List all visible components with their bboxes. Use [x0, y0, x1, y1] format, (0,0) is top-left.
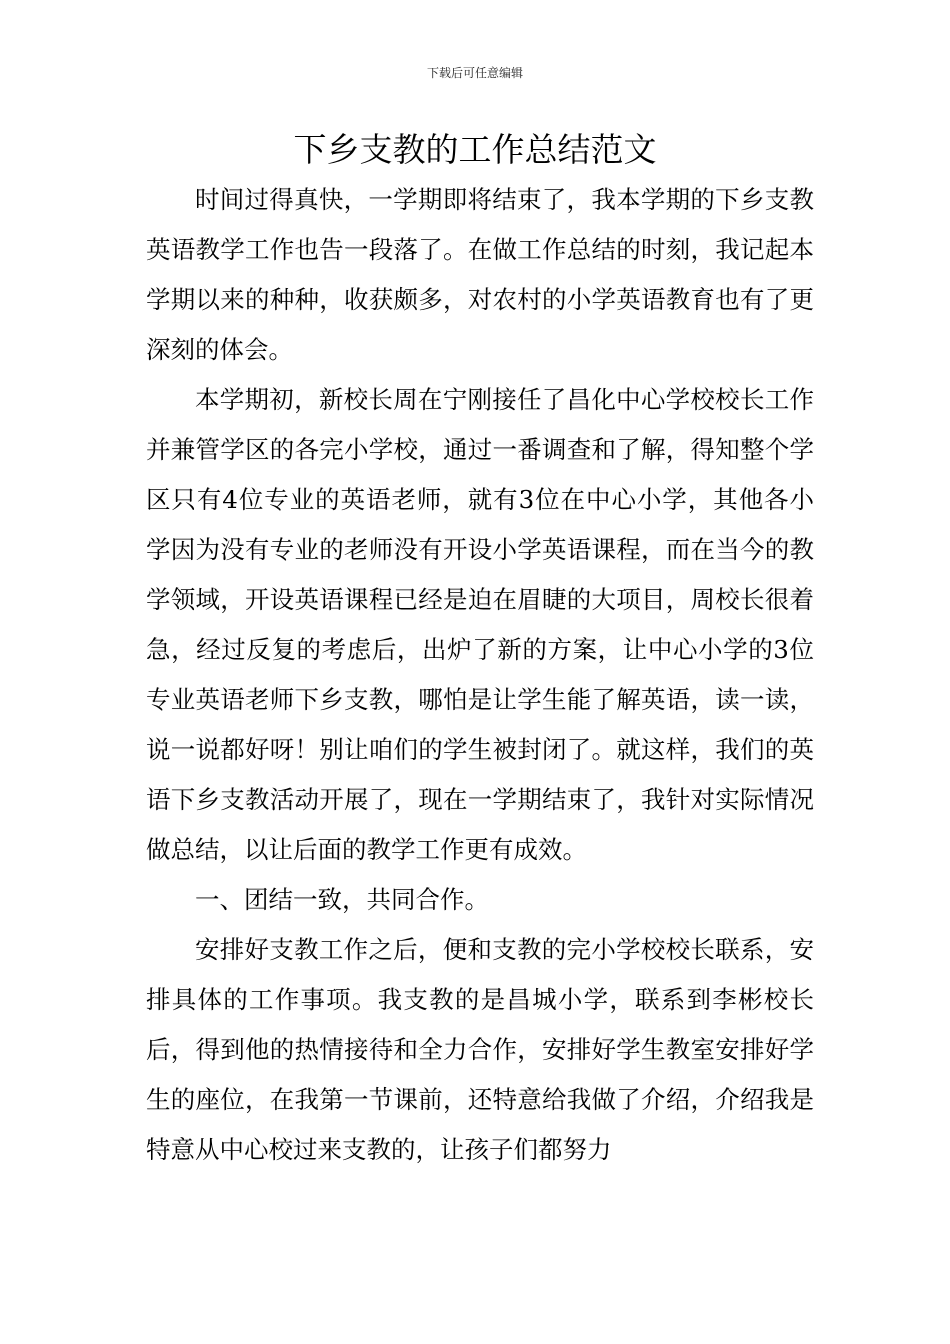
section-heading-teamwork: 一、团结一致，共同合作。: [195, 885, 489, 914]
header-note: 下载后可任意编辑: [426, 66, 523, 80]
document-title: 下乡支教的工作总结范文: [293, 130, 657, 169]
document-body: [146, 175, 814, 1175]
paragraph-background: 本学期初，新校长周在宁刚接任了昌化中心学校校长工作并兼管学区的各完小学校，通过一番调查和了解，得知整个学区只有4位专业的英语老师，就有3位在中心小学，其他各小学因为没有专业的老师没有开设小学英语课程，而在当今的教学领域，开设英语课程已经是迫在眉睫的大项目，周校长很着急，经过反复的考虑后，出炉了新的方案，让中心小学的3位专业英语老师下乡支教，哪怕是让学生能了解英语，读一读，说一说都好呀！别让咱们的学生被封闭了。就这样，我们的英语下乡支教活动开展了，现在一学期结束了，我针对实际情况做总结，以让后面的教学工作更有成效。: [146, 385, 814, 864]
paragraph-intro: 时间过得真快，一学期即将结束了，我本学期的下乡支教英语教学工作也告一段落了。在做工作总结的时刻，我记起本学期以来的种种，收获颇多，对农村的小学英语教育也有了更深刻的体会。: [146, 185, 814, 364]
paragraph-teamwork: 安排好支教工作之后，便和支教的完小学校校长联系，安排具体的工作事项。我支教的是昌城小学，联系到李彬校长后，得到他的热情接待和全力合作，安排好学生教室安排好学生的座位，在我第一节课前，还特意给我做了介绍，介绍我是特意从中心校过来支教的，让孩子们都努力: [146, 935, 814, 1164]
